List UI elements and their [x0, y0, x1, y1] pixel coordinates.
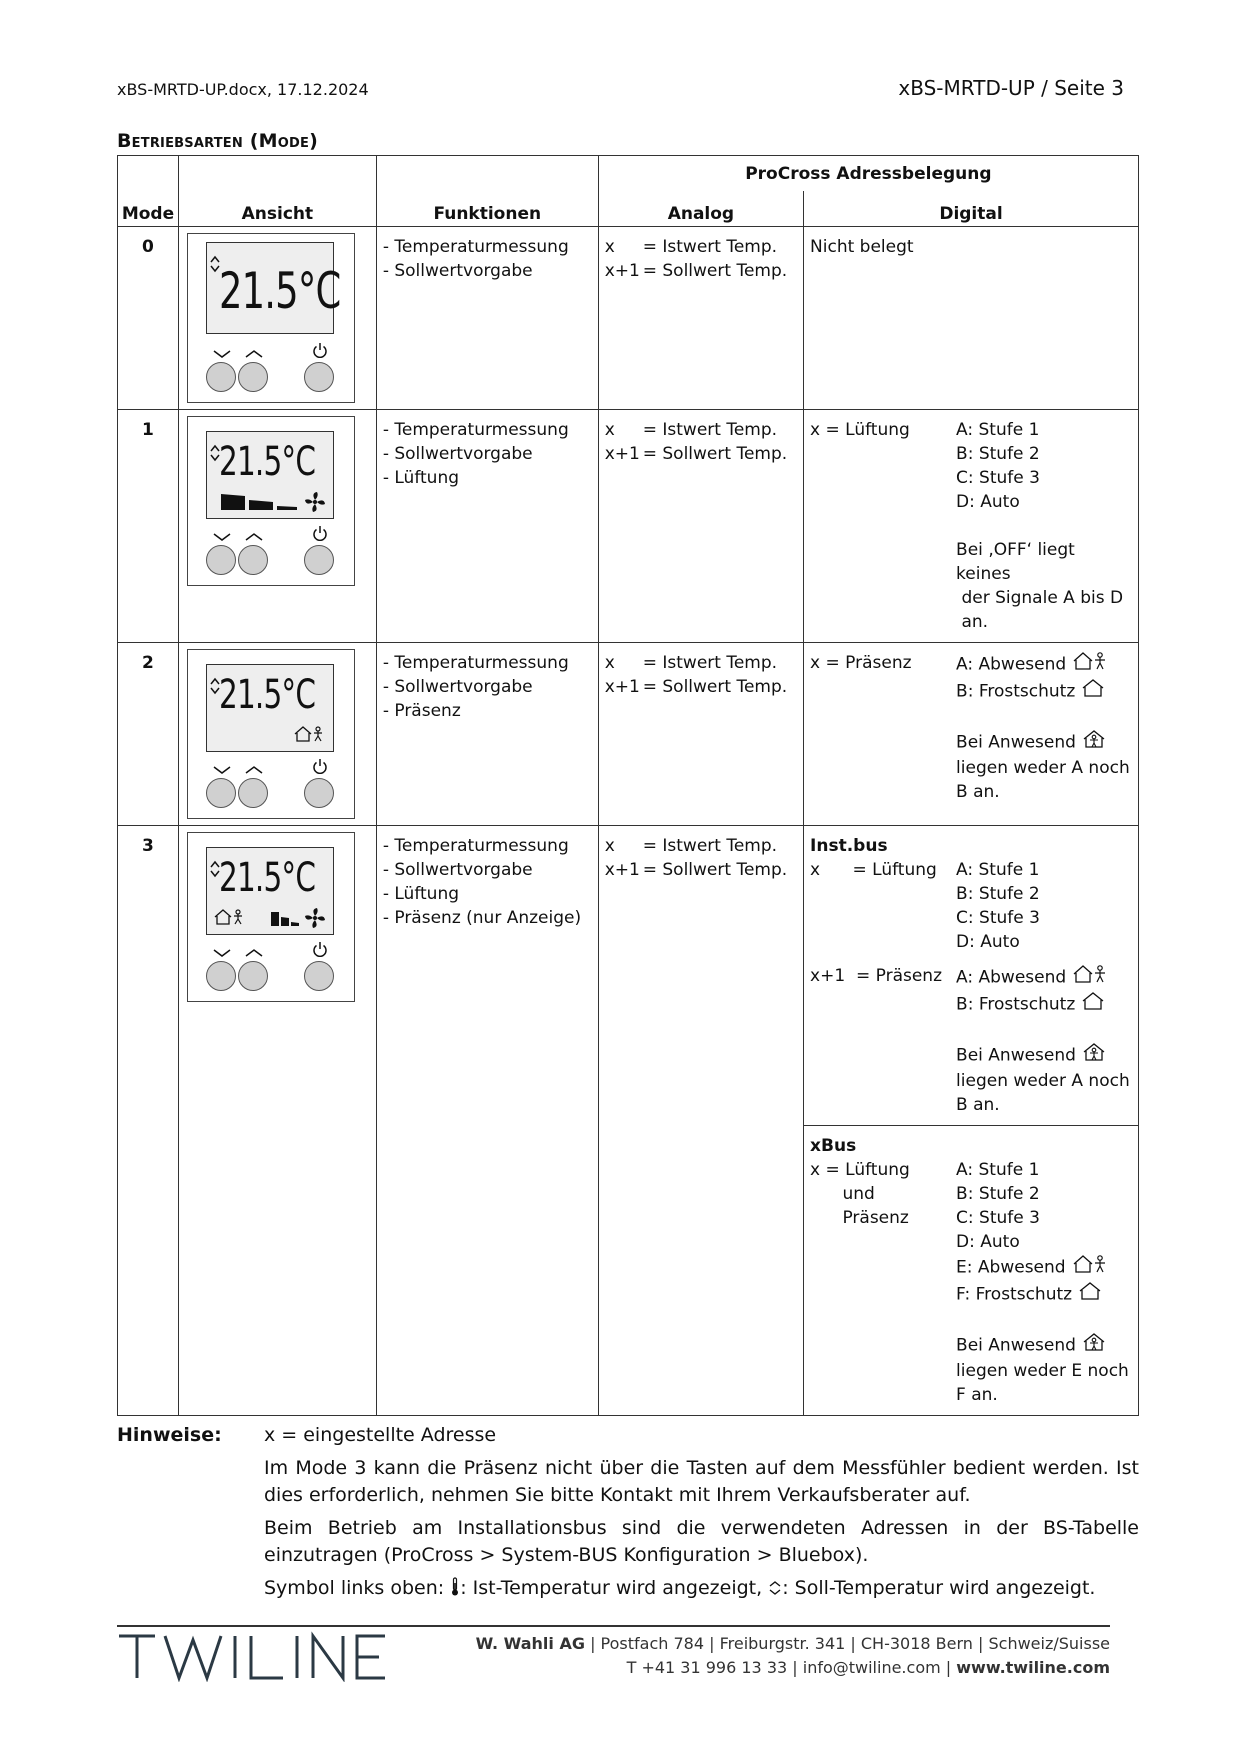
modes-table — [117, 155, 1139, 1416]
chevron-down-icon — [212, 346, 232, 362]
fan-level-icon — [269, 906, 329, 935]
down-button — [206, 961, 236, 991]
house-away-icon — [1072, 1254, 1108, 1281]
down-button — [206, 362, 236, 392]
header-procross: ProCross Adressbelegung — [598, 156, 1138, 192]
website-link[interactable]: www.twiline.com — [956, 1658, 1110, 1677]
page-number: xBS-MRTD-UP / Seite 3 — [898, 76, 1124, 100]
up-button — [238, 778, 268, 808]
note-paragraph: x = eingestellte Adresse — [264, 1424, 497, 1446]
device-view-mode-1 — [187, 416, 355, 586]
header-analog: Analog — [598, 191, 803, 227]
header-digital: Digital — [804, 191, 1139, 227]
footer-contact: T +41 31 996 13 33 | info@twiline.com | www.twiline.com — [626, 1658, 1110, 1677]
power-button — [304, 362, 334, 392]
mode-number: 3 — [118, 826, 179, 1416]
chevron-down-icon — [212, 529, 232, 545]
house-frost-icon — [1081, 678, 1105, 705]
table-row — [118, 826, 1139, 1126]
table-row — [118, 227, 1139, 410]
down-button — [206, 778, 236, 808]
power-icon — [312, 941, 328, 960]
house-frost-icon — [1081, 991, 1105, 1018]
house-away-icon — [293, 725, 325, 750]
power-icon — [312, 525, 328, 544]
header-funktionen: Funktionen — [376, 156, 598, 227]
power-button — [304, 545, 334, 575]
table-row — [118, 643, 1139, 826]
mode-number: 0 — [118, 227, 179, 410]
chevron-up-icon — [244, 945, 264, 961]
thermometer-icon — [450, 1577, 460, 1599]
footer-address: W. Wahli AG | Postfach 784 | Freiburgstr. 341 | CH-3018 Bern | Schweiz/Suisse — [475, 1634, 1110, 1653]
house-frost-icon — [1078, 1281, 1102, 1308]
device-view-mode-0 — [187, 233, 355, 403]
analog-assignment: x = Istwert Temp. x+1 = Sollwert Temp. — [604, 653, 788, 697]
header-mode: Mode — [118, 156, 179, 227]
display-temperature: 21.5°C — [218, 855, 316, 901]
power-button — [304, 778, 334, 808]
house-present-icon — [1082, 1332, 1106, 1359]
chevron-up-icon — [244, 529, 264, 545]
footer-divider — [117, 1625, 1110, 1627]
note-paragraph: Beim Betrieb am Installationsbus sind die verwendeten Adressen in der BS-Tabelle einzutragen (ProCross > System-BUS Konfiguration > Bluebox). — [264, 1517, 1139, 1566]
up-button — [238, 961, 268, 991]
power-icon — [312, 758, 328, 777]
power-button — [304, 961, 334, 991]
display-temperature: 21.5°C — [218, 439, 316, 485]
analog-assignment: x = Istwert Temp. x+1 = Sollwert Temp. — [604, 836, 788, 880]
instbus-assignment: Inst.bus x = Lüftung A: Stufe 1 B: Stufe 2 C: Stufe 3 D: Auto x+1 = Präsenz A: Abwesend B: Frostschutz Bei Anwesend liegen weder A noch B an. — [810, 836, 1130, 1115]
document-filename: xBS-MRTD-UP.docx, 17.12.2024 — [117, 80, 369, 99]
analog-assignment: x = Istwert Temp. x+1 = Sollwert Temp. — [604, 420, 788, 464]
down-button — [206, 545, 236, 575]
note-paragraph: Symbol links oben: : Ist-Temperatur wird angezeigt, : Soll-Temperatur wird angezeigt. — [264, 1577, 1096, 1599]
table-row — [118, 410, 1139, 643]
up-button — [238, 545, 268, 575]
device-view-mode-3 — [187, 832, 355, 1002]
digital-assignment: x = Lüftung A: Stufe 1 B: Stufe 2 C: Stufe 3 D: Auto Bei ‚OFF‘ liegt keines der Signale A bis D an. — [810, 420, 1124, 632]
setpoint-icon — [768, 1577, 782, 1599]
chevron-up-icon — [244, 762, 264, 778]
house-away-icon — [1072, 651, 1108, 678]
up-button — [238, 362, 268, 392]
header-ansicht: Ansicht — [178, 156, 376, 227]
digital-assignment: x = Präsenz A: Abwesend B: Frostschutz Bei Anwesend liegen weder A noch B an. — [810, 653, 1130, 802]
functions-list: - Temperaturmessung - Sollwertvorgabe - Lüftung - Präsenz (nur Anzeige) — [382, 836, 582, 928]
house-present-icon — [1082, 729, 1106, 756]
functions-list: - Temperaturmessung - Sollwertvorgabe - Präsenz — [382, 653, 569, 721]
chevron-up-icon — [244, 346, 264, 362]
analog-assignment: x = Istwert Temp. x+1 = Sollwert Temp. — [604, 237, 788, 281]
note-paragraph: Im Mode 3 kann die Präsenz nicht über die Tasten auf dem Messfühler bedient werden. Ist dies erforderlich, nehmen Sie bitte Kontakt mit Ihrem Verkaufsberater auf. — [264, 1457, 1139, 1506]
display-temperature: 21.5°C — [218, 672, 316, 718]
company-logo — [117, 1630, 417, 1695]
mode-number: 1 — [118, 410, 179, 643]
display-temperature: 21.5°C — [218, 262, 341, 320]
house-present-icon — [1082, 1042, 1106, 1069]
xbus-assignment: xBus x = Lüftung und Präsenz A: Stufe 1 B: Stufe 2 C: Stufe 3 D: Auto E: Abwesend F: Frostschutz Bei Anwesend liegen weder E noch F an. — [810, 1136, 1129, 1405]
house-away-icon — [213, 908, 245, 933]
digital-assignment: Nicht belegt — [810, 237, 914, 257]
house-away-icon — [1072, 964, 1108, 991]
power-icon — [312, 342, 328, 361]
section-title: Betriebsarten (Mode) — [117, 130, 318, 152]
chevron-down-icon — [212, 762, 232, 778]
device-view-mode-2 — [187, 649, 355, 819]
notes-label: Hinweise: — [117, 1424, 222, 1446]
mode-number: 2 — [118, 643, 179, 826]
chevron-down-icon — [212, 945, 232, 961]
functions-list: - Temperaturmessung - Sollwertvorgabe - Lüftung — [382, 420, 569, 488]
functions-list: - Temperaturmessung - Sollwertvorgabe — [382, 237, 569, 281]
fan-level-icon — [219, 490, 329, 519]
